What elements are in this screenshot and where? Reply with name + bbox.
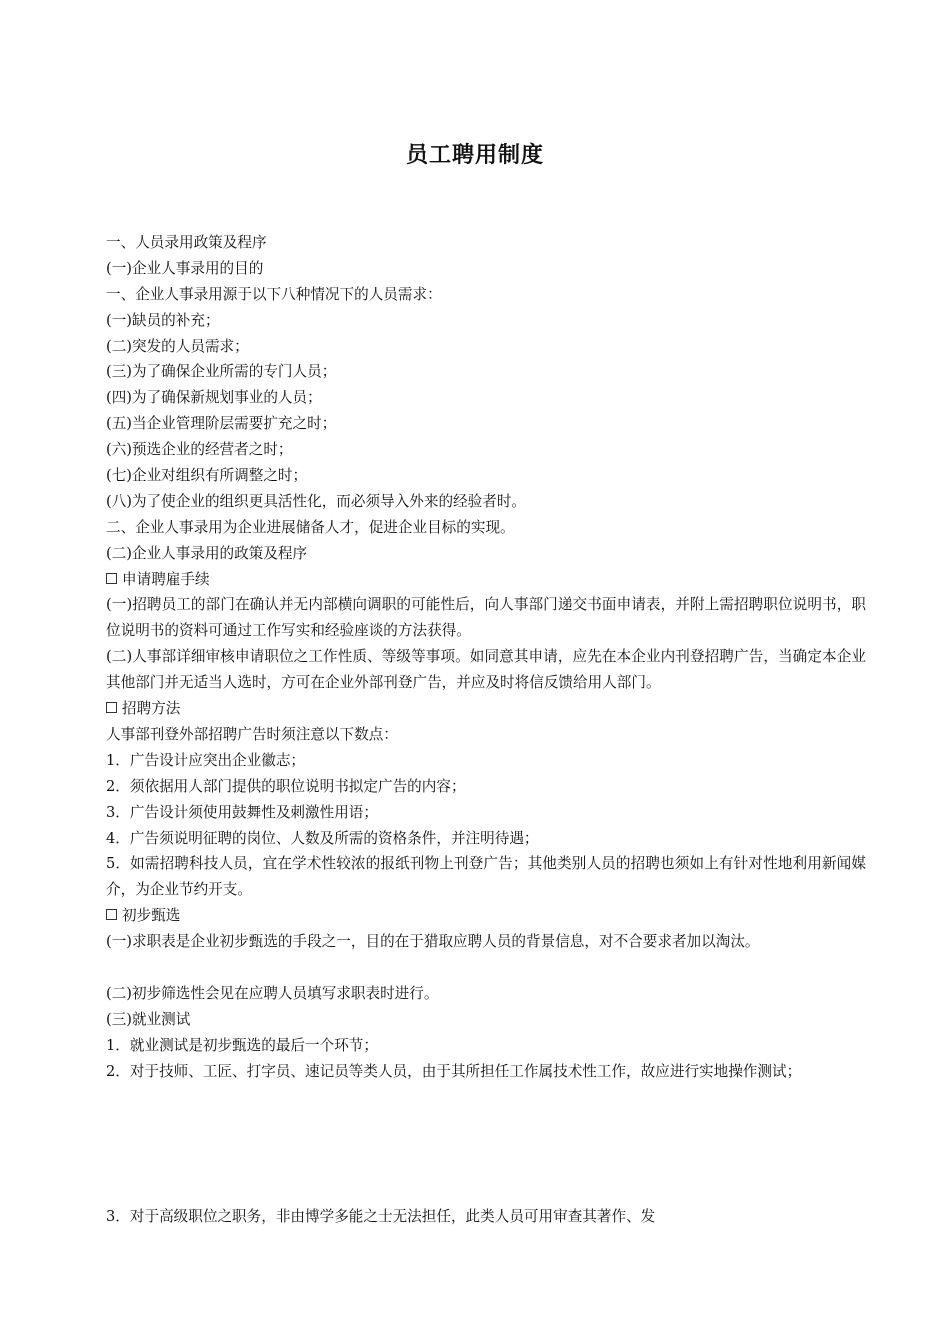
document-body-continued — [106, 1204, 866, 1230]
section-recruit-heading-text: 招聘方法 — [122, 700, 181, 718]
subsection-heading-policy: (二)企业人事录用的政策及程序 — [106, 544, 308, 562]
section-screen-heading — [106, 903, 866, 929]
list-item: (三)为了确保企业所需的专门人员； — [106, 363, 337, 381]
section-recruit-heading — [106, 696, 866, 722]
list-item: 1．就业测试是初步甄选的最后一个环节； — [106, 1036, 378, 1054]
list-item: 3．对于高级职位之职务，非由博学多能之士无法担任，此类人员可用审查其著作、发 — [106, 1208, 656, 1225]
document-body — [106, 230, 866, 1085]
paragraph: (二)人事部详细审核申请职位之工作性质、等级等事项。如同意其申请，应先在本企业内刊登招聘广告，当确定本企业其他部门并无适当人选时，方可在企业外部刊登广告，并应及时将信反馈给用人部门。 — [106, 648, 866, 692]
list-item: 1．广告设计应突出企业徽志； — [106, 751, 306, 769]
list-item: 3．广告设计须使用鼓舞性及刺激性用语； — [106, 803, 378, 821]
document-title: 员工聘用制度 — [405, 143, 544, 168]
list-item: (四)为了确保新规划事业的人员； — [106, 389, 322, 407]
paragraph: (一)招聘员工的部门在确认并无内部横向调职的可能性后，向人事部门递交书面申请表，并附上需招聘职位说明书，职位说明书的资料可通过工作写实和经验座谈的方法获得。 — [106, 596, 866, 640]
paragraph-line: 人事部刊登外部招聘广告时须注意以下数点： — [106, 725, 398, 743]
list-item: 2．须依据用人部门提供的职位说明书拟定广告的内容； — [106, 777, 466, 795]
subsection-heading-purpose: (一)企业人事录用的目的 — [106, 259, 264, 277]
section-apply-heading — [106, 567, 866, 593]
list-item: 5．如需招聘科技人员，宜在学术性较浓的报纸刊物上刊登广告；其他类别人员的招聘也须如上有针对性地利用新闻媒介，为企业节约开支。 — [106, 855, 866, 899]
section-heading-1: 一、人员录用政策及程序 — [106, 234, 267, 251]
list-item: 4．广告须说明征聘的岗位、人数及所需的资格条件，并注明待遇； — [106, 829, 539, 847]
section-apply-heading-text: 申请聘雇手续 — [122, 570, 210, 588]
list-item: (六)预选企业的经营者之时； — [106, 441, 293, 459]
list-item: (二)突发的人员需求； — [106, 337, 249, 355]
list-item: (五)当企业管理阶层需要扩充之时； — [106, 415, 337, 433]
subsection-heading-test: (三)就业测试 — [106, 1010, 191, 1028]
list-item: (七)企业对组织有所调整之时； — [106, 467, 308, 485]
paragraph-line: (二)初步筛选性会见在应聘人员填写求职表时进行。 — [106, 984, 439, 1002]
paragraph: (一)求职表是企业初步甄选的手段之一，目的在于猎取应聘人员的背景信息，对不合要求者加以淘汰。 — [106, 933, 760, 951]
checkbox-square-icon — [106, 573, 117, 584]
checkbox-square-icon — [106, 702, 117, 713]
list-item: 2．对于技师、工匠、打字员、速记员等类人员，由于其所担任工作属技术性工作，故应进行实地操作测试； — [106, 1062, 802, 1080]
blank-line — [106, 955, 866, 981]
checkbox-square-icon — [106, 909, 117, 920]
list-item: (八)为了使企业的组织更具活性化，而必须导入外来的经验者时。 — [106, 492, 527, 510]
paragraph-line: 二、企业人事录用为企业进展储备人才，促进企业目标的实现。 — [106, 518, 515, 536]
paragraph-line: 一、企业人事录用源于以下八种情况下的人员需求： — [106, 285, 442, 303]
section-screen-heading-text: 初步甄选 — [122, 907, 181, 925]
list-item: (一)缺员的补充； — [106, 311, 220, 329]
